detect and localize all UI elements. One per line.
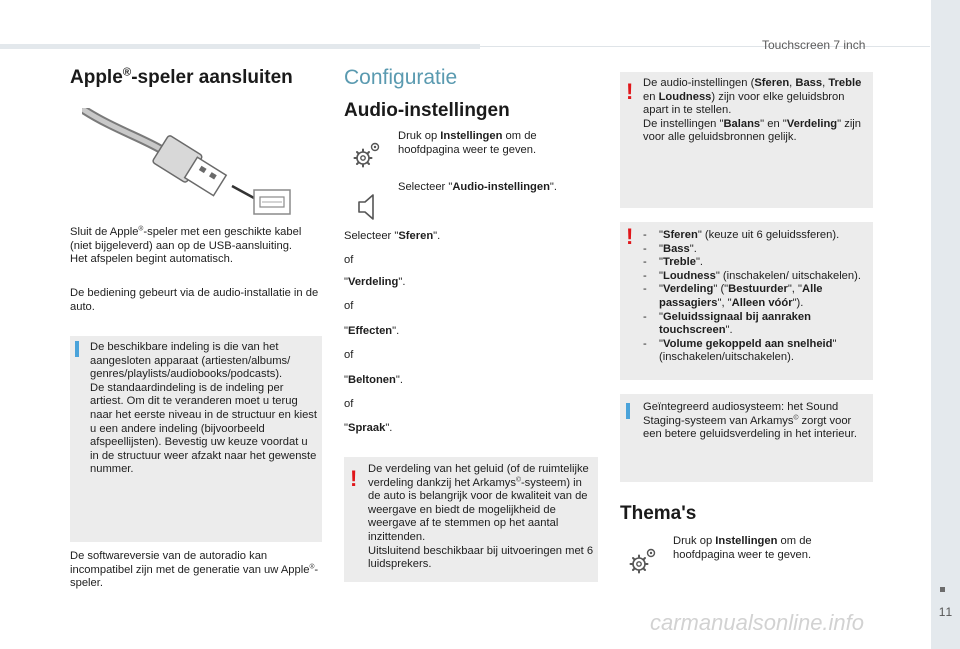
warning-icon: ! <box>626 224 634 249</box>
info-icon <box>75 341 79 357</box>
watermark: carmanualsonline.info <box>650 610 865 635</box>
registered-mark: ® <box>122 66 132 79</box>
settings-gear-icon <box>628 546 658 576</box>
speaker-icon <box>356 193 380 221</box>
configuration-heading: Configuratie <box>344 66 458 89</box>
list-item: - "Volume gekoppeld aan snelheid" (inschakelen/uitschakelen). <box>643 338 869 365</box>
apple-heading-text: Apple <box>70 67 123 88</box>
option-voice: "Spraak". <box>344 422 393 434</box>
list-item: - "Bass". <box>643 243 869 257</box>
select-spheres: Selecteer "Sferen". <box>344 230 441 242</box>
warning-icon: ! <box>350 466 358 491</box>
themes-step-press-settings: Druk op Instellingen om de hoofdpagina weer te geven. <box>673 535 812 561</box>
option-ringtones: "Beltonen". <box>344 374 403 386</box>
usb-cable-illustration <box>82 108 297 218</box>
settings-gear-icon <box>352 140 382 170</box>
option-effects: "Effecten". <box>344 325 400 337</box>
header-band <box>0 44 480 49</box>
apple-heading-suffix: -speler aansluiten <box>131 67 293 88</box>
list-item: - "Loudness" (inschakelen/ uitschakelen). <box>643 270 869 284</box>
or-label: of <box>344 398 354 410</box>
or-label: of <box>344 300 354 312</box>
themes-heading: Thema's <box>620 503 697 524</box>
info-note-text: De beschikbare indeling is die van het aangesloten apparaat (artiesten/albums/ genres/playlists/audiobooks/podcasts). De standaardindeling is de indeling per artiest. Om dit te veranderen moet u terug naar het eerste niveau in de structuur en kiest u een andere indeling (bijvoorbeeld afspeellijsten). Bevestig uw keuze voordat u in de structuur weer afzakt naar het gewenste nummer. <box>90 341 317 476</box>
list-item: - "Sferen" (keuze uit 6 geluidssferen). <box>643 229 869 243</box>
info-arkamys-text: Geïntegreerd audiosysteem: het Sound Staging-systeem van Arkamys© zorgt voor een betere geluidsverdeling in het interieur. <box>643 401 857 441</box>
option-distribution: "Verdeling". <box>344 276 406 288</box>
section-title: Touchscreen 7 inch <box>762 38 866 52</box>
control-paragraph: De bediening gebeurt via de audio-installatie in de auto. <box>70 287 319 313</box>
page-number: 11 <box>938 605 954 619</box>
warning-distribution-text: De verdeling van het geluid (of de ruimtelijke verdeling dankzij het Arkamys©-systeem) in de auto is belangrijk voor de kwaliteit van de weergave en biedt de mogelijkheid de weergave af te stemmen op het aantal inzittenden. Uitsluitend beschikbaar bij uitvoeringen met 6 luidsprekers. <box>368 463 594 571</box>
apple-heading <box>70 66 293 90</box>
page-edge-strip <box>931 0 960 649</box>
warning-audio-settings-text: De audio-instellingen (Sferen, Bass, Treble en Loudness) zijn voor elke geluidsbron apart in te stellen. De instellingen "Balans" en "Verdeling" zijn voor alle geluidsbronnen gelijk. <box>643 77 862 144</box>
or-label: of <box>344 254 354 266</box>
step-press-settings: Druk op Instellingen om de hoofdpagina weer te geven. <box>398 130 537 156</box>
info-icon <box>626 403 630 419</box>
audio-settings-heading: Audio-instellingen <box>344 100 510 121</box>
software-paragraph: De softwareversie van de autoradio kan incompatibel zijn met de generatie van uw Apple®-speler. <box>70 550 319 590</box>
or-label: of <box>344 349 354 361</box>
warning-icon: ! <box>626 79 634 104</box>
step-select-audio: Selecteer "Audio-instellingen". <box>398 181 558 193</box>
list-item: - "Treble". <box>643 256 869 270</box>
connect-paragraph: Sluit de Apple®-speler met een geschikte kabel (niet bijgeleverd) aan op de USB-aansluiting. Het afspelen begint automatisch. <box>70 225 302 266</box>
list-item: - "Geluidssignaal bij aanraken touchscreen". <box>643 311 869 338</box>
page-marker <box>940 587 945 592</box>
options-list <box>643 229 869 365</box>
list-item: - "Verdeling" ("Bestuurder", "Alle passagiers", "Alleen vóór"). <box>643 283 869 310</box>
